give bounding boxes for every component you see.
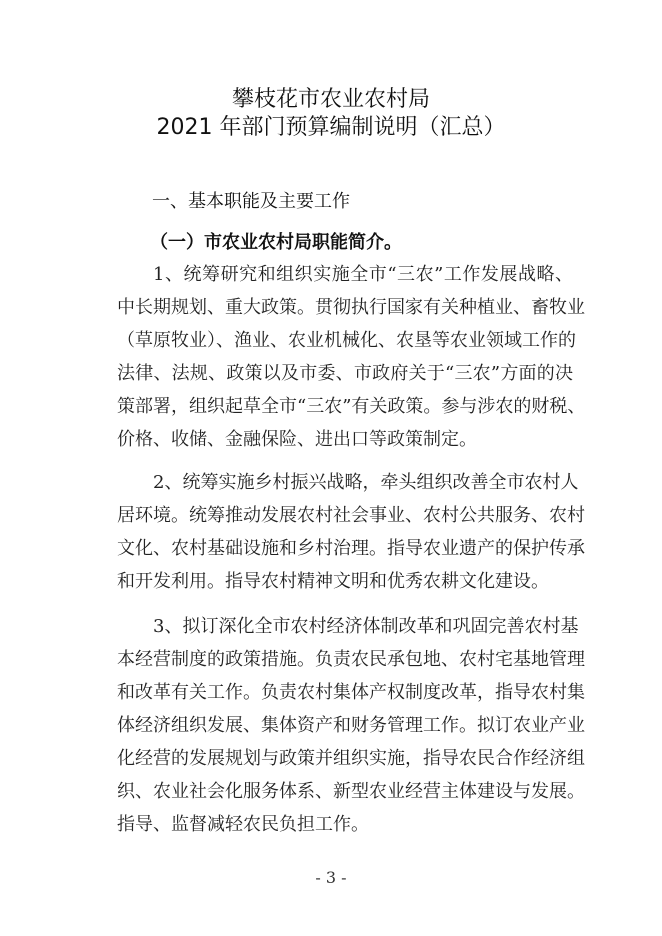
paragraph-line: 策部署，组织起草全市“三农”有关政策。参与涉农的财税、 [117, 396, 586, 417]
document-title-line1: 攀枝花市农业农村局 [231, 87, 430, 112]
paragraph-line: 和改革有关工作。负责农村集体产权制度改革，指导农村集 [117, 682, 585, 703]
section-heading: 一、基本职能及主要工作 [152, 191, 350, 212]
paragraph-line: 指导、监督减轻农民负担工作。 [117, 814, 369, 835]
paragraph-1 [117, 258, 586, 456]
paragraph-line: （草原牧业）、渔业、农业机械化、农垦等农业领域工作的 [117, 330, 576, 351]
subsection-heading: （一）市农业农村局职能简介。 [150, 232, 402, 253]
paragraph-line: 中长期规划、重大政策。贯彻执行国家有关种植业、畜牧业 [117, 297, 585, 318]
paragraph-2 [117, 466, 585, 598]
paragraph-line: 3、拟订深化全市农村经济体制改革和巩固完善农村基 [153, 616, 579, 637]
document-title-line2: 2021 年部门预算编制说明（汇总） [156, 115, 506, 140]
paragraph-line: 文化、农村基础设施和乡村治理。指导农业遗产的保护传承 [117, 538, 585, 559]
paragraph-line: 价格、收储、金融保险、进出口等政策制定。 [117, 429, 477, 450]
paragraph-line: 体经济组织发展、集体资产和财务管理工作。拟订农业产业 [117, 715, 585, 736]
page-number: - 3 - [315, 868, 347, 887]
paragraph-line: 法律、法规、政策以及市委、市政府关于“三农”方面的决 [117, 363, 573, 384]
paragraph-line: 2、统筹实施乡村振兴战略，牵头组织改善全市农村人 [153, 472, 579, 493]
paragraph-line: 化经营的发展规划与政策并组织实施，指导农民合作经济组 [117, 748, 585, 769]
paragraph-line: 本经营制度的政策措施。负责农民承包地、农村宅基地管理 [117, 649, 585, 670]
paragraph-line: 和开发利用。指导农村精神文明和优秀农耕文化建设。 [117, 571, 549, 592]
paragraph-3 [117, 610, 585, 841]
paragraph-line: 居环境。统筹推动发展农村社会事业、农村公共服务、农村 [117, 505, 585, 526]
paragraph-line: 1、统筹研究和组织实施全市“三农”工作发展战略、 [153, 264, 573, 285]
paragraph-line: 织、农业社会化服务体系、新型农业经营主体建设与发展。 [117, 781, 585, 802]
